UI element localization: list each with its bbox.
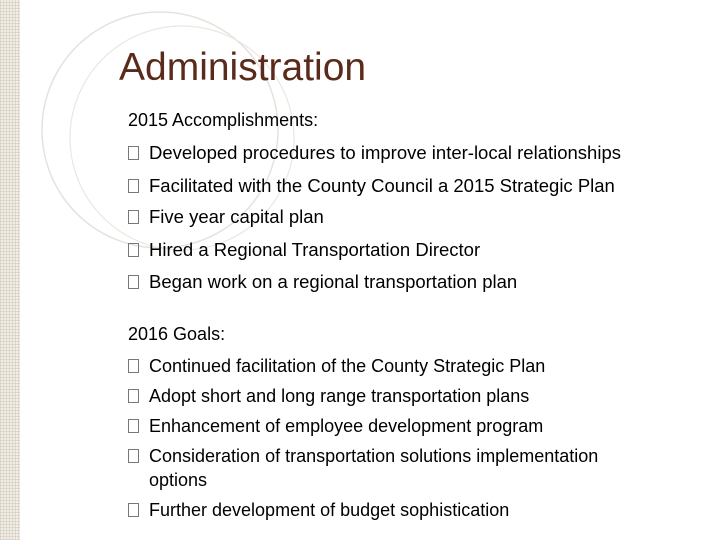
list-item-text: Consideration of transportation solutions implementation (149, 446, 599, 466)
list-item-text: Enhancement of employee development program (149, 416, 544, 436)
list-item-text: Developed procedures to improve inter-local relationships (149, 142, 621, 163)
list-item-text: Five year capital plan (149, 206, 324, 227)
list-item-text: Facilitated with the County Council a 2015 Strategic Plan (149, 175, 615, 196)
list-item-continuation: options (149, 470, 208, 490)
missing-glyph-box-icon (128, 243, 139, 257)
slide-title: Administration (119, 46, 367, 89)
list-item (128, 174, 615, 198)
goals-heading: 2016 Goals: (128, 324, 226, 344)
list-item-text: Adopt short and long range transportation plans (149, 386, 530, 406)
list-item (128, 414, 543, 438)
list-item (128, 141, 621, 165)
list-item-text: Began work on a regional transportation plan (149, 271, 518, 292)
list-item-text: Hired a Regional Transportation Director (149, 239, 481, 260)
missing-glyph-box-icon (128, 210, 139, 224)
list-item (128, 354, 545, 378)
list-item (128, 498, 509, 522)
missing-glyph-box-icon (128, 275, 139, 289)
missing-glyph-box-icon (128, 179, 139, 193)
missing-glyph-box-icon (128, 389, 139, 403)
missing-glyph-box-icon (128, 359, 139, 373)
missing-glyph-box-icon (128, 503, 139, 517)
list-item (128, 444, 598, 492)
list-item (128, 270, 517, 294)
list-item (128, 238, 480, 262)
list-item-text: Further development of budget sophistication (149, 500, 510, 520)
list-item (128, 205, 324, 229)
list-item (128, 384, 529, 408)
list-item-text: Continued facilitation of the County Strategic Plan (149, 356, 546, 376)
accomplishments-heading: 2015 Accomplishments: (128, 110, 319, 130)
missing-glyph-box-icon (128, 449, 139, 463)
missing-glyph-box-icon (128, 146, 139, 160)
missing-glyph-box-icon (128, 419, 139, 433)
